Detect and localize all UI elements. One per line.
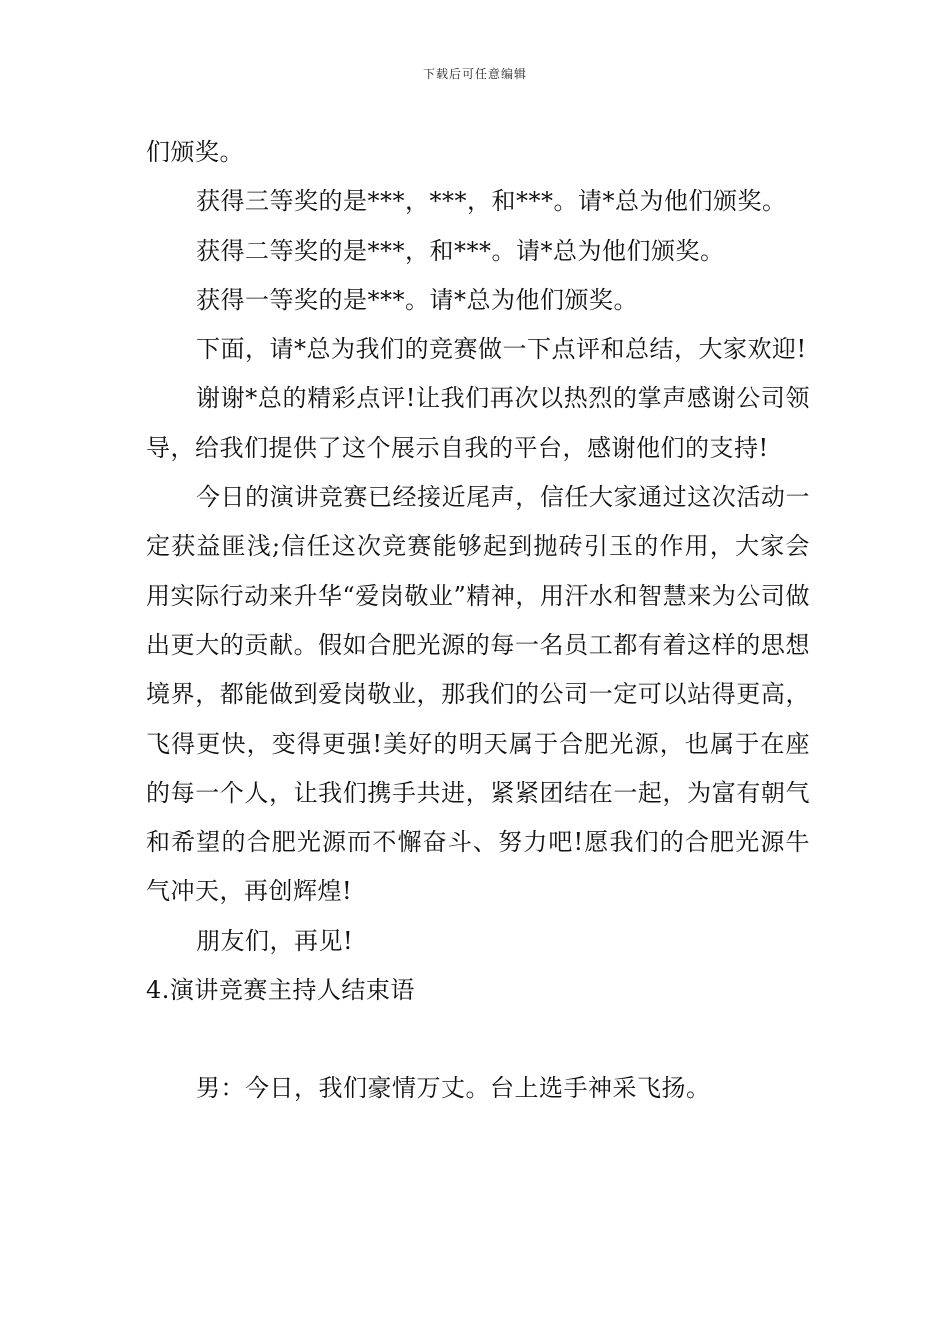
paragraph-third-prize: 获得三等奖的是***，***，和***。请*总为他们颁奖。 (196, 187, 787, 216)
paragraph-thanks: 谢谢*总的精彩点评!让我们再次以热烈的掌声感谢公司领导，给我们提供了这个展示自我的平台，感谢他们的支持! (146, 384, 810, 462)
page-header: 下载后可任意编辑 (422, 67, 527, 81)
paragraph-host-opening: 男：今日，我们豪情万丈。台上选手神采飞扬。 (196, 1074, 711, 1103)
section-heading: 4.演讲竞赛主持人结束语 (146, 976, 415, 1005)
paragraph-first-prize: 获得一等奖的是***。请*总为他们颁奖。 (196, 285, 638, 314)
paragraph-review-invite: 下面，请*总为我们的竞赛做一下点评和总结，大家欢迎! (196, 335, 807, 364)
blank-line (146, 1015, 810, 1064)
document-body (146, 128, 810, 1114)
paragraph-farewell: 朋友们，再见! (196, 926, 354, 955)
paragraph-award-continuation: 们颁奖。 (146, 138, 244, 166)
paragraph-second-prize: 获得二等奖的是***，和***。请*总为他们颁奖。 (196, 236, 725, 265)
paragraph-closing-remarks: 今日的演讲竞赛已经接近尾声，信任大家通过这次活动一定获益匪浅;信任这次竞赛能够起到抛砖引玉的作用，大家会用实际行动来升华“爱岗敬业”精神，用汗水和智慧来为公司做出更大的贡献。假如合肥光源的每一名员工都有着这样的思想境界，都能做到爱岗敬业，那我们的公司一定可以站得更高，飞得更快，变得更强!美好的明天属于合肥光源，也属于在座的每一个人，让我们携手共进，紧紧团结在一起，为富有朝气和希望的合肥光源而不懈奋斗、努力吧!愿我们的合肥光源牛气冲天，再创辉煌! (146, 483, 810, 906)
